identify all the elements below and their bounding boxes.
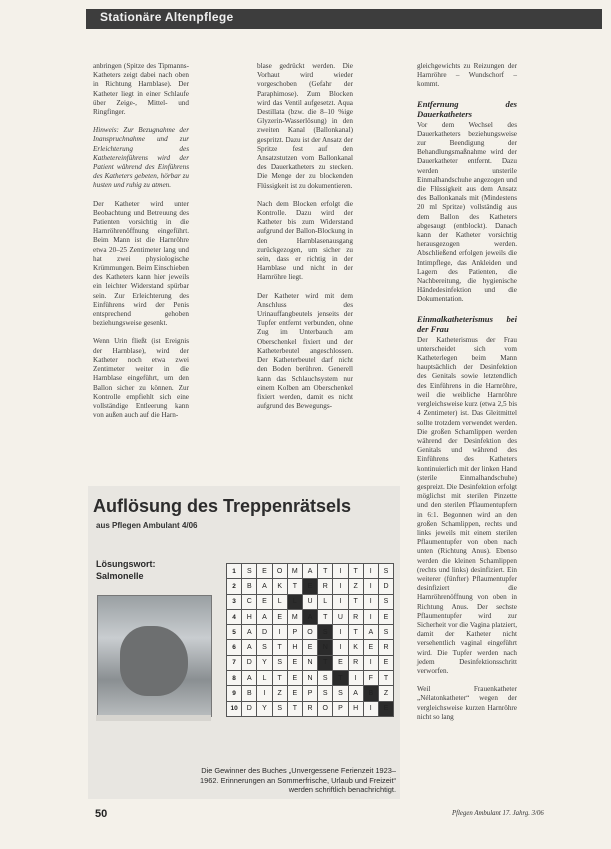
puzzle-row xyxy=(227,655,394,670)
puzzle-solution-title: Auflösung des Treppenrätsels xyxy=(93,496,352,516)
puzzle-cell: L xyxy=(287,594,302,609)
puzzle-cell: H xyxy=(348,701,363,716)
puzzle-cell: R xyxy=(378,640,393,655)
puzzle-cell: T xyxy=(348,564,363,579)
puzzle-row-number: 8 xyxy=(227,671,242,686)
puzzle-cell: S xyxy=(318,671,333,686)
puzzle-cell: A xyxy=(363,625,378,640)
puzzle-cell: L xyxy=(272,594,287,609)
page-number: 50 xyxy=(95,808,108,820)
puzzle-row xyxy=(227,671,394,686)
puzzle-row-number: 5 xyxy=(227,625,242,640)
puzzle-cell: E xyxy=(287,655,302,670)
puzzle-cell: C xyxy=(242,594,257,609)
paragraph: Wenn Urin fließt (ist Ereignis der Harnblase), wird der Katheter noch etwa zwei Zentimeter weiter in die Harnblase eingeführt, um den Ballon sicher zu können. Zur Kontrolle empfiehlt sich eine vollständige Entleerung kann von außen auch auf die Harn- xyxy=(93,337,189,420)
puzzle-row-number: 4 xyxy=(227,609,242,624)
solution-word: Salmonelle xyxy=(96,571,144,581)
puzzle-cell: N xyxy=(302,671,317,686)
puzzle-row-number: 1 xyxy=(227,564,242,579)
paragraph: Hinweis: Zur Bezugnahme der Inanspruchnahme und zur Erleichterung des Kathetereinführens wird der Patient während des Einführens des Katheters gebeten, hörbar zu husten und ruhig zu atmen. xyxy=(93,126,189,190)
puzzle-cell: O xyxy=(302,625,317,640)
puzzle-cell: I xyxy=(333,625,348,640)
puzzle-cell: E xyxy=(302,640,317,655)
puzzle-cell: Z xyxy=(272,686,287,701)
puzzle-cell: P xyxy=(333,701,348,716)
section-title: Stationäre Altenpflege xyxy=(100,10,234,24)
puzzle-cell: N xyxy=(318,640,333,655)
book-caption: Die Gewinner des Buches „Unvergessene Ferienzeit 1923–1962. Erinnerungen an Sommerfrische, Urlaub und Freizeit“ werden schriftlich benachrichtigt. xyxy=(200,766,396,795)
puzzle-cell: A xyxy=(242,625,257,640)
puzzle-cell: A xyxy=(242,640,257,655)
puzzle-row-number: 7 xyxy=(227,655,242,670)
puzzle-cell: B xyxy=(363,686,378,701)
puzzle-cell: S xyxy=(378,564,393,579)
book-cover-strip xyxy=(96,715,211,721)
puzzle-cell: S xyxy=(318,625,333,640)
puzzle-cell: D xyxy=(242,655,257,670)
puzzle-cell: Y xyxy=(257,655,272,670)
paragraph: Der Katheterismus der Frau unterscheidet sich vom Katheterlegen beim Mann hauptsächlich der Desinfektion des Genitals sowie letztendlich des Einführens in die Harnröhre, weil die weibliche Harnröhre vergleichsweise kurz (etwa 2,5 bis 4 Zentimeter) ist. Das Gleitmittel sollte trotzdem verwendet werden. Die großen Schamlippen werden während der Desinfektion des Genitals und während des Einführens des Katheters kontinuierlich mit der linken Hand (sterile Einmalhandschuhe) gespreizt. Die Desinfektion erfolgt möglichst mit sterilen Pinzette und den sterilen Pflaumentupfern in 6:1. Begonnen wird an den großen Schamlippen, rechts und links jeweils mit einem sterilen Pflaumentupfer von oben nach unten (Richtung Anus). Ebenso werden die kleinen Schamlippen (rechts und links) desinfiziert. Ein weiterer (fünfter) Pflaumentupfer desinfiziert die Harnröhrenöffnung von oben in Richtung Anus. Der sechste Pflaumentupfer wird zur Sicherheit vor die Vagina platziert, damit der Katheter nicht versehentlich vaginal eingeführt wird. Die Tupfer werden nach jedem Desinfektionsschritt verworfen. xyxy=(417,335,517,675)
paragraph: Der Katheter wird mit dem Anschluss des Urinauffangbeutels jenseits der Tupfer entfernt verbunden, ohne Zug im Unterbauch am Oberschenkel fixiert und der Katheterbeutel angeschlossen. Der Katheterbeutel darf nicht den Boden berühren. Generell kann das Schlauchsystem nur einem Kolben am Oberschenkel fixiert werden, damit es nicht aufgrund des Bewegungs- xyxy=(257,291,353,411)
puzzle-cell: A xyxy=(257,579,272,594)
solution-label xyxy=(96,558,156,582)
paragraph: gleichgewichts zu Reizungen der Harnröhre – Wundschorf – kommt. xyxy=(417,62,517,89)
puzzle-cell: E xyxy=(363,640,378,655)
puzzle-cell: R xyxy=(318,579,333,594)
puzzle-cell: I xyxy=(363,655,378,670)
puzzle-cell: D xyxy=(242,701,257,716)
puzzle-row xyxy=(227,579,394,594)
paragraph: Der Katheter wird unter Beobachtung und Betreuung des Patienten vorsichtig in die Harnröhrenöffnung eingeführt. Beim Mann ist die Harnröhre etwa 20–25 Zentimeter lang und hat zwei physiologische Krümmungen. Beim Einschieben des Katheters kann hier jeweils ein leichter Widerstand spürbar sein. Zur Erleichterung des Einführens wird der Penis entsprechend gehoben beziehungsweise gesenkt. xyxy=(93,199,190,328)
text-column-2 xyxy=(257,62,353,420)
puzzle-cell: L xyxy=(318,594,333,609)
text-column-3 xyxy=(417,62,517,731)
puzzle-cell: S xyxy=(378,625,393,640)
puzzle-cell: H xyxy=(242,609,257,624)
paragraph: anbringen (Spitze des Tipmanns-Katheters zeigt dabei nach oben in Richtung Harnblase). Der Katheter liegt in einer Schlaufe über Zeige-, Mittel- und Ringfinger. xyxy=(93,62,189,117)
paragraph: Vor dem Wechsel des Dauerkatheters beziehungsweise zur Beendigung der Behandlungsmaßnahme wird der Dauerkatheter entfernt. Dazu werden unsterile Einmalhandschuhe angezogen und die Flüssigkeit aus dem Ansatz des Ballonkanals mit (Mindestens 20 ml Spritze) vollständig aus dem Ballon des Katheters abgesaugt (entblockt). Danach kann der Katheter vorsichtig herausgezogen werden. Abschließend erfolgen jeweils die Intimpflege, das Ankleiden und Lagern des Patienten, die Nachbereitung, die hygienische Händedesinfektion und die Dokumentation. xyxy=(417,120,517,304)
puzzle-cell: B xyxy=(242,579,257,594)
puzzle-cell: S xyxy=(333,686,348,701)
paragraph: Nach dem Blocken erfolgt die Kontrolle. Dazu wird der Katheter bis zum Widerstand aufgrund der Ballon-Blockung in den Harnblasenausgang zurückgezogen, um sicher zu sein, dass er richtig in der Harnblase und nicht in der Harnröhre liegt. xyxy=(257,199,353,282)
puzzle-cell: E xyxy=(272,609,287,624)
puzzle-cell: N xyxy=(302,655,317,670)
puzzle-cell: B xyxy=(242,686,257,701)
puzzle-grid xyxy=(226,563,394,717)
puzzle-cell: T xyxy=(318,655,333,670)
puzzle-cell: I xyxy=(363,564,378,579)
section-heading: Einmalkatheterismus bei der Frau xyxy=(417,313,517,334)
puzzle-cell: O xyxy=(272,564,287,579)
puzzle-solution-subtitle: aus Pflegen Ambulant 4/06 xyxy=(96,521,198,530)
puzzle-cell: T xyxy=(272,640,287,655)
puzzle-cell: I xyxy=(363,701,378,716)
solution-label-text: Lösungswort: xyxy=(96,559,156,569)
puzzle-cell: K xyxy=(348,640,363,655)
puzzle-cell: A xyxy=(242,671,257,686)
puzzle-row xyxy=(227,686,394,701)
puzzle-cell: T xyxy=(348,594,363,609)
puzzle-cell: Z xyxy=(348,579,363,594)
puzzle-cell: E xyxy=(257,564,272,579)
puzzle-cell: R xyxy=(348,655,363,670)
puzzle-cell: S xyxy=(318,686,333,701)
puzzle-row-number: 2 xyxy=(227,579,242,594)
puzzle-cell: F xyxy=(363,671,378,686)
puzzle-cell: A xyxy=(257,609,272,624)
puzzle-cell: O xyxy=(318,701,333,716)
book-cover-figure xyxy=(120,626,188,696)
puzzle-cell: I xyxy=(333,579,348,594)
puzzle-cell: S xyxy=(272,655,287,670)
puzzle-cell: E xyxy=(257,594,272,609)
puzzle-cell: E xyxy=(287,671,302,686)
puzzle-row xyxy=(227,640,394,655)
puzzle-cell: E xyxy=(302,579,317,594)
puzzle-row xyxy=(227,609,394,624)
puzzle-cell: I xyxy=(363,579,378,594)
puzzle-row-number: 10 xyxy=(227,701,242,716)
puzzle-cell: I xyxy=(348,671,363,686)
puzzle-cell: M xyxy=(287,609,302,624)
puzzle-row xyxy=(227,701,394,716)
puzzle-cell: E xyxy=(378,701,393,716)
puzzle-cell: I xyxy=(333,594,348,609)
journal-footer: Pflegen Ambulant 17. Jahrg. 3/06 xyxy=(452,810,544,817)
puzzle-row-number: 6 xyxy=(227,640,242,655)
puzzle-cell: I xyxy=(363,609,378,624)
puzzle-cell: E xyxy=(378,655,393,670)
puzzle-cell: T xyxy=(287,579,302,594)
puzzle-cell: T xyxy=(287,701,302,716)
puzzle-cell: U xyxy=(333,609,348,624)
puzzle-cell: A xyxy=(302,564,317,579)
puzzle-cell: L xyxy=(257,671,272,686)
puzzle-cell: S xyxy=(272,701,287,716)
puzzle-cell: D xyxy=(378,579,393,594)
puzzle-cell: T xyxy=(378,671,393,686)
puzzle-cell: P xyxy=(287,625,302,640)
puzzle-cell: A xyxy=(348,686,363,701)
puzzle-cell: I xyxy=(333,640,348,655)
puzzle-cell: I xyxy=(333,564,348,579)
puzzle-cell: E xyxy=(333,655,348,670)
puzzle-cell: S xyxy=(242,564,257,579)
puzzle-cell: R xyxy=(302,701,317,716)
puzzle-cell: H xyxy=(287,640,302,655)
text-column-1 xyxy=(93,62,189,429)
puzzle-cell: T xyxy=(318,564,333,579)
puzzle-row-number: 3 xyxy=(227,594,242,609)
puzzle-row xyxy=(227,564,394,579)
puzzle-cell: Y xyxy=(257,701,272,716)
puzzle-cell: T xyxy=(333,671,348,686)
puzzle-cell: E xyxy=(378,609,393,624)
puzzle-cell: U xyxy=(302,594,317,609)
puzzle-cell: I xyxy=(257,686,272,701)
puzzle-cell: I xyxy=(363,594,378,609)
puzzle-cell: S xyxy=(378,594,393,609)
book-cover-image xyxy=(97,595,212,717)
puzzle-cell: I xyxy=(272,625,287,640)
puzzle-cell: E xyxy=(287,686,302,701)
puzzle-cell: P xyxy=(302,686,317,701)
paragraph: blase gedrückt werden. Die Vorhaut wird wieder vorgeschoben (Gefahr der Paraphimose). Zum Blocken wird das Ventil aufgesetzt. Aqua Destillata (bzw. die 8–10 %ige Glyzerin-Wasserlösung) in den zweiten Kanal (Ballonkanal) gespritzt. Dazu ist der Ansatz der Spritze fest auf den Ansatzstutzen vom Ballonkanal des Dauerkatheters zu stecken. Die Menge der zu blockenden Flüssigkeit ist zu dokumentieren. xyxy=(257,62,353,190)
puzzle-row-number: 9 xyxy=(227,686,242,701)
puzzle-cell: D xyxy=(257,625,272,640)
puzzle-cell: M xyxy=(287,564,302,579)
puzzle-row xyxy=(227,625,394,640)
puzzle-cell: T xyxy=(272,671,287,686)
puzzle-row xyxy=(227,594,394,609)
section-heading: Entfernung des Dauerkatheters xyxy=(417,98,517,119)
puzzle-cell: T xyxy=(318,609,333,624)
paragraph: Weil Frauenkatheter „Nélatonkatheter“ wegen der vergleichsweise kurzen Harnröhre nicht so lang xyxy=(417,685,517,721)
puzzle-cell: S xyxy=(257,640,272,655)
puzzle-cell: R xyxy=(348,609,363,624)
puzzle-cell: Z xyxy=(378,686,393,701)
puzzle-cell: A xyxy=(302,609,317,624)
puzzle-cell: T xyxy=(348,625,363,640)
puzzle-cell: K xyxy=(272,579,287,594)
